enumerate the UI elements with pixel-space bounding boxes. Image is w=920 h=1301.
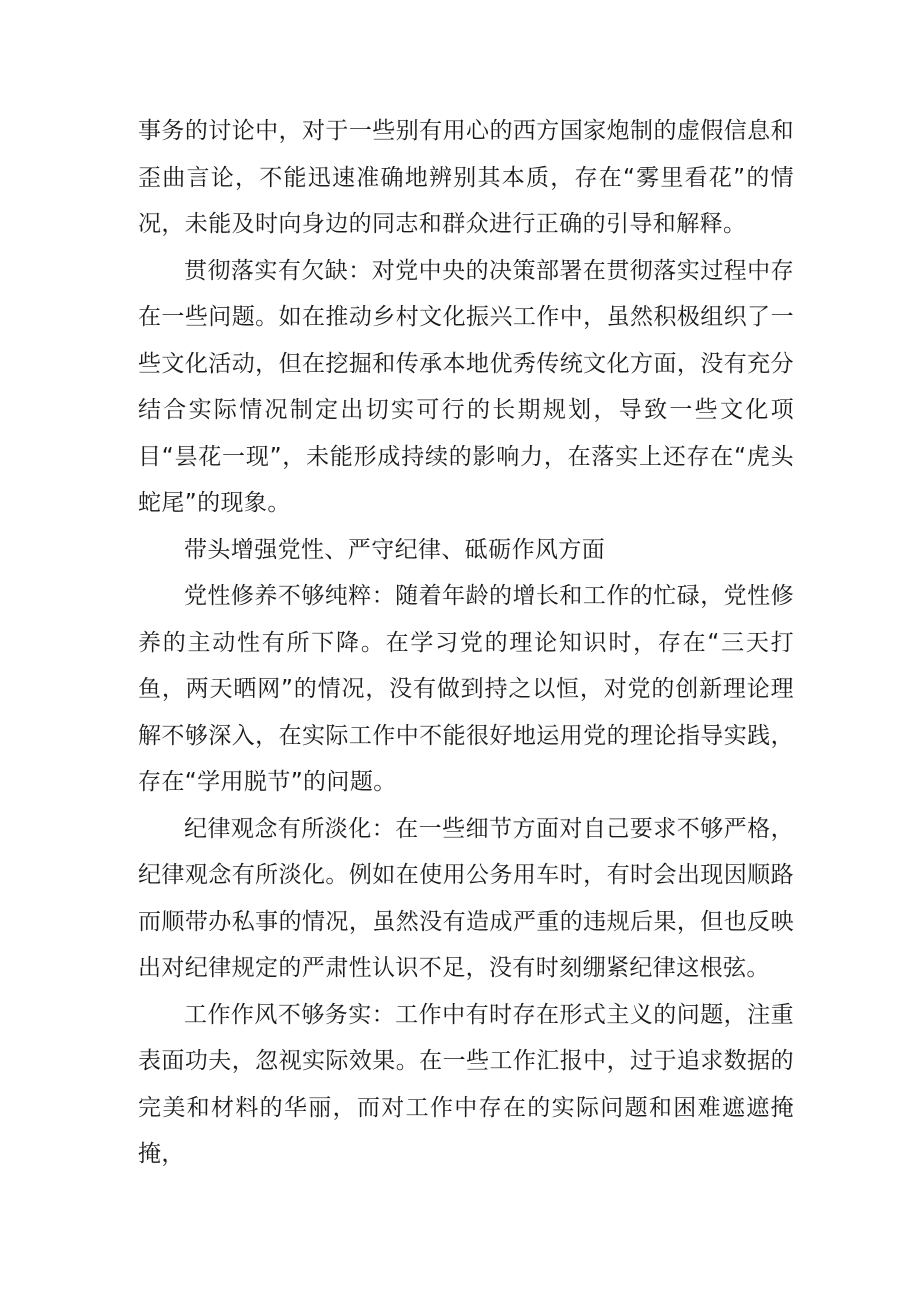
paragraph-discipline: 纪律观念有所淡化：在一些细节方面对自己要求不够严格，纪律观念有所淡化。例如在使用公务用车时，有时会出现因顺路而顺带办私事的情况，虽然没有造成严重的违规后果，但也反映出对纪律规定的严肃性认识不足，没有时刻绷紧纪律这根弦。 bbox=[138, 815, 794, 981]
paragraph-implementation: 贯彻落实有欠缺：对党中央的决策部署在贯彻落实过程中存在一些问题。如在推动乡村文化振兴工作中，虽然积极组织了一些文化活动，但在挖掘和传承本地优秀传统文化方面，没有充分结合实际情况制定出切实可行的长期规划，导致一些文化项目“昙花一现”，未能形成持续的影响力，在落实上还存在“虎头蛇尾”的现象。 bbox=[138, 257, 794, 516]
section-heading: 带头增强党性、严守纪律、砥砺作风方面 bbox=[184, 536, 606, 563]
document-body bbox=[138, 108, 794, 1178]
paragraph-continuation: 事务的讨论中，对于一些别有用心的西方国家炮制的虚假信息和歪曲言论，不能迅速准确地辨别其本质，存在“雾里看花”的情况，未能及时向身边的同志和群众进行正确的引导和解释。 bbox=[138, 118, 794, 237]
paragraph-work-style: 工作作风不够务实：工作中有时存在形式主义的问题，注重表面功夫，忽视实际效果。在一些工作汇报中，过于追求数据的完美和材料的华丽，而对工作中存在的实际问题和困难遮遮掩掩， bbox=[138, 1001, 794, 1167]
paragraph-party-spirit: 党性修养不够纯粹：随着年龄的增长和工作的忙碌，党性修养的主动性有所下降。在学习党的理论知识时，存在“三天打鱼，两天晒网”的情况，没有做到持之以恒，对党的创新理论理解不够深入，在实际工作中不能很好地运用党的理论指导实践，存在“学用脱节”的问题。 bbox=[138, 583, 794, 795]
